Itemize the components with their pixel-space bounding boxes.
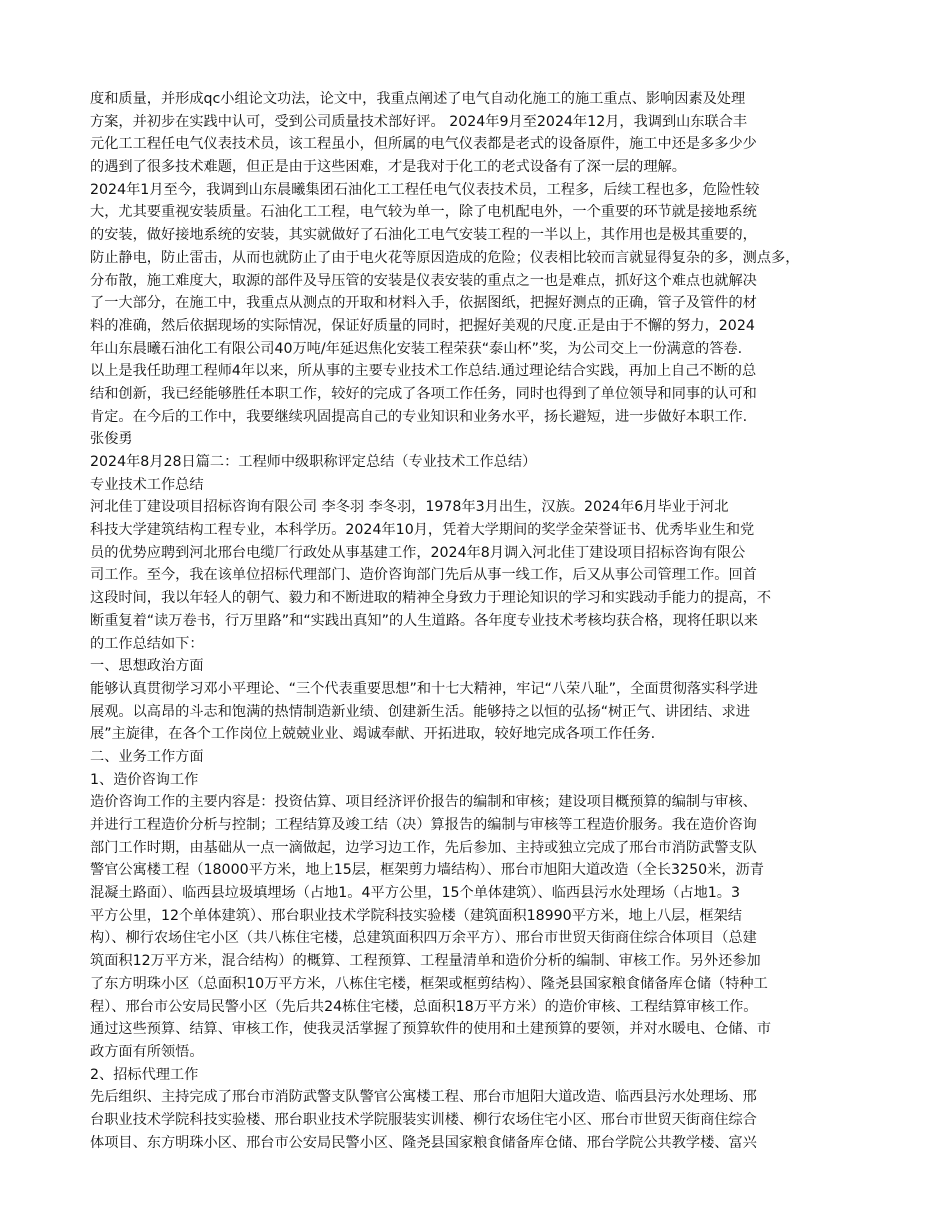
text-line: 断重复着“读万卷书，行万里路”和“实践出真知”的人生道路。各年度专业技术考核均获合格，现将任职以来 (90, 612, 758, 629)
text-line: 这段时间，我以年轻人的朝气、毅力和不断进取的精神全身致力于理论知识的学习和实践动手能力的提高，不 (90, 590, 772, 607)
text-line: 造价咨询工作的主要内容是：投资估算、项目经济评价报告的编制和审核；建设项目概预算的编制与审核、 (90, 794, 757, 811)
subsection-heading: 2、招标代理工作 (90, 1066, 199, 1083)
text-line: 肯定。在今后的工作中，我要继续巩固提高自己的专业知识和业务水平，扬长避短，进一步做好本职工作. (90, 408, 748, 425)
text-line: 程）、邢台市公安局民警小区（先后共24栋住宅楼，总面积18万平方米）的造价审核、工程结算审核工作。 (90, 998, 758, 1015)
text-line: 通过这些预算、结算、审核工作，使我灵活掌握了预算软件的使用和土建预算的要领，并对水暖电、仓储、市 (90, 1021, 772, 1038)
text-line: 先后组织、主持完成了邢台市消防武警支队警官公寓楼工程、邢台市旭阳大道改造、临西县污水处理场、邢 (90, 1089, 757, 1106)
section-title: 专业技术工作总结 (90, 476, 204, 493)
text-line: 的工作总结如下： (90, 635, 204, 652)
text-line: 并进行工程造价分析与控制；工程结算及竣工结（决）算报告的编制与审核等工程造价服务。我在造价咨询 (90, 817, 757, 833)
text-line: 大，尤其要重视安装质量。石油化工工程，电气较为单一，除了电机配电外，一个重要的环节就是接地系统 (90, 204, 757, 221)
text-line: 元化工工程任电气仪表技术员，该工程虽小，但所属的电气仪表都是老式的设备原件，施工中还是多多少少 (90, 136, 757, 153)
text-line: 构）、柳行农场住宅小区（共八栋住宅楼，总建筑面积四万余平方）、邢台市世贸天街商住综合体项目（总建 (90, 930, 757, 947)
text-line: 的安装，做好接地系统的安装，其实就做好了石油化工电气安装工程的一半以上，其作用也是极其重要的， (90, 227, 757, 244)
text-line: 平方公里，12个单体建筑）、邢台职业技术学院科技实验楼（建筑面积18990平方米，地上八层，框架结 (90, 907, 742, 924)
text-line: 政方面有所领悟。 (90, 1043, 204, 1060)
text-line: 警官公寓楼工程（18000平方米，地上15层，框架剪力墙结构）、邢台市旭阳大道改造（全长3250米，沥青 (90, 862, 764, 879)
text-line: 结和创新，我已经能够胜任本职工作，较好的完成了各项工作任务，同时也得到了单位领导和同事的认可和 (90, 385, 757, 402)
text-line: 年山东晨曦石油化工有限公司40万吨/年延迟焦化安装工程荣获“泰山杯”奖，为公司交上一份满意的答卷. (90, 340, 743, 357)
document-page (90, 88, 870, 1154)
text-line: 的遇到了很多技术难题，但正是由于这些困难，才是我对于化工的老式设备有了深一层的理解。 (90, 159, 686, 176)
text-line: 展观。以高昂的斗志和饱满的热情制造新业绩、创建新生活。能够持之以恒的弘扬“树正气、讲团结、求进 (90, 703, 750, 720)
text-line: 体项目、东方明珠小区、邢台市公安局民警小区、隆尧县国家粮食储备库仓储、邢台学院公共教学楼、富兴 (90, 1134, 757, 1151)
text-line: 分布散，施工难度大，取源的部件及导压管的安装是仪表安装的重点之一也是难点，抓好这个难点也就解决 (90, 272, 757, 289)
text-line: 防止静电，防止雷击，从而也就防止了由于电火花等原因造成的危险；仪表相比较而言就显得复杂的多，测点多， (90, 249, 800, 266)
text-line: 科技大学建筑结构工程专业，本科学历。2024年10月，凭着大学期间的奖学金荣誉证书、优秀毕业生和党 (90, 522, 755, 539)
text-line: 了一大部分，在施工中，我重点从测点的开取和材料入手，依据图纸，把握好测点的正确，管子及管件的材 (90, 295, 757, 312)
section-heading: 一、思想政治方面 (90, 658, 204, 675)
text-line: 河北佳丁建设项目招标咨询有限公司 李冬羽 李冬羽，1978年3月出生，汉族。2024年6月毕业于河北 (90, 499, 729, 516)
author-signature: 张俊勇 (90, 431, 133, 448)
text-line: 2024年1月至今，我调到山东晨曦集团石油化工工程任电气仪表技术员，工程多，后续工程也多，危险性较 (90, 181, 760, 198)
text-line: 以上是我任助理工程师4年以来，所从事的主要专业技术工作总结.通过理论结合实践，再加上自己不断的总 (90, 363, 757, 380)
text-line: 部门工作时期，由基础从一点一滴做起，边学习边工作，先后参加、主持或独立完成了邢台市消防武警支队 (90, 839, 757, 856)
text-line: 司工作。至今，我在该单位招标代理部门、造价咨询部门先后从事一线工作，后又从事公司管理工作。回首 (90, 567, 757, 584)
text-line: 台职业技术学院科技实验楼、邢台职业技术学院服装实训楼、柳行农场住宅小区、邢台市世贸天街商住综合 (90, 1111, 757, 1128)
text-line: 筑面积12万平方米，混合结构）的概算、工程预算、工程量清单和造价分析的编制、审核工作。另外还参加 (90, 953, 761, 970)
text-line: 方案，并初步在实践中认可，受到公司质量技术部好评。 2024年9月至2024年12月，我调到山东联合丰 (90, 113, 748, 130)
text-line: 料的准确，然后依据现场的实际情况，保证好质量的同时，把握好美观的尺度.正是由于不懈的努力，2024 (90, 317, 755, 334)
text-line: 员的优势应聘到河北邢台电缆厂行政处从事基建工作，2024年8月调入河北佳丁建设项目招标咨询有限公 (90, 544, 746, 561)
date-and-next-title: 2024年8月28日篇二：工程师中级职称评定总结（专业技术工作总结） (90, 454, 537, 470)
text-line: 混凝土路面）、临西县垃圾填埋场（占地1。4平方公里，15个单体建筑）、临西县污水处理场（占地1。3 (90, 885, 741, 902)
text-line: 度和质量，并形成qc小组论文功法，论文中，我重点阐述了电气自动化施工的施工重点、影响因素及处理 (90, 91, 746, 107)
text-line: 能够认真贯彻学习邓小平理论、“三个代表重要思想”和十七大精神，牢记“八荣八耻”，全面贯彻落实科学进 (90, 680, 758, 697)
subsection-heading: 1、造价咨询工作 (90, 771, 199, 788)
text-line: 展”主旋律，在各个工作岗位上兢兢业业、竭诚奉献、开拓进取，较好地完成各项工作任务. (90, 726, 656, 743)
section-heading: 二、业务工作方面 (90, 748, 204, 765)
text-line: 了东方明珠小区（总面积10万平方米，八栋住宅楼，框架或框剪结构）、隆尧县国家粮食储备库仓储（特种工 (90, 975, 768, 992)
